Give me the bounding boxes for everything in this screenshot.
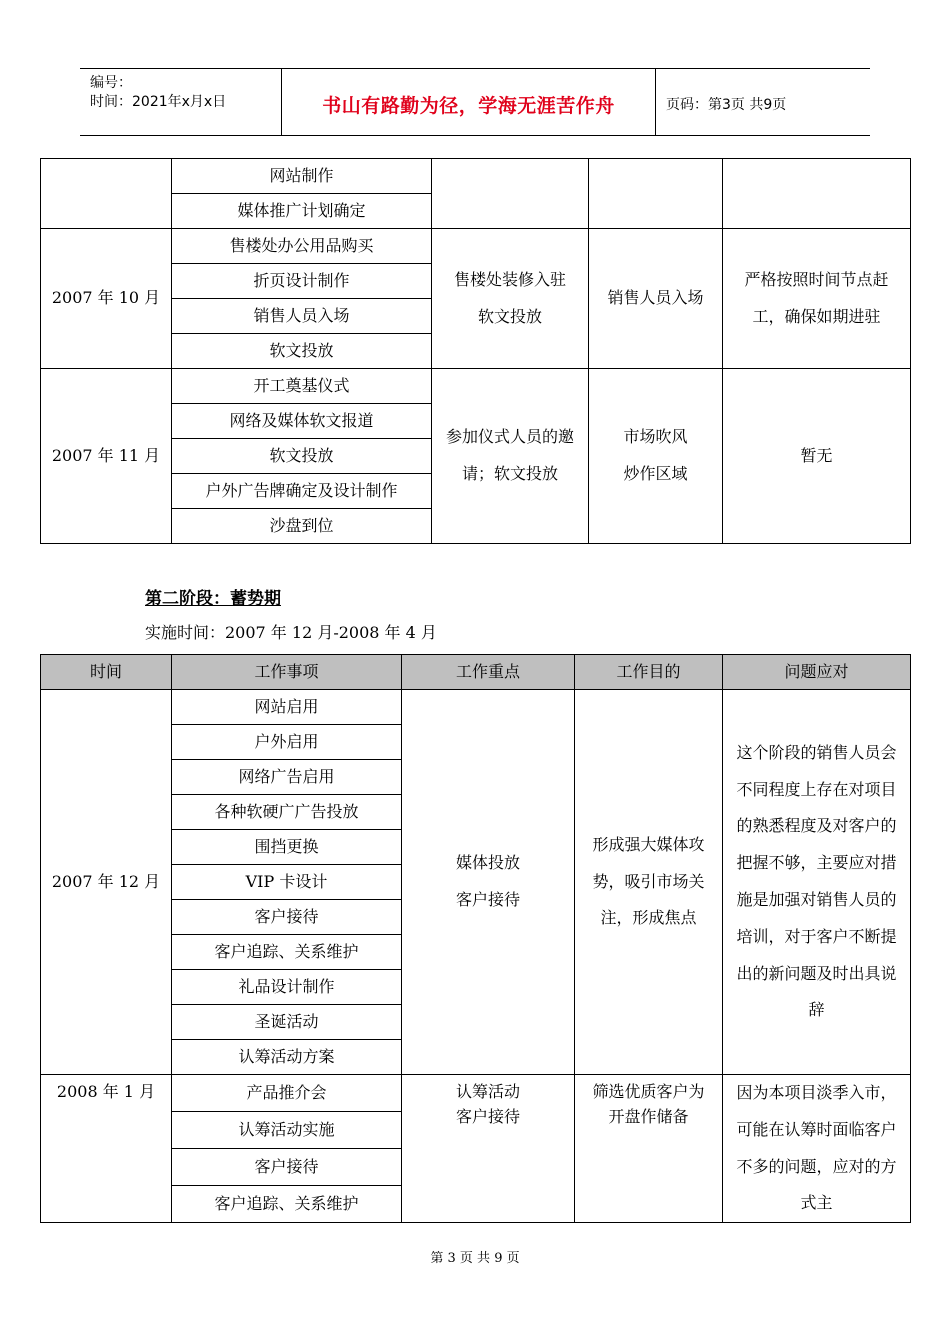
work-item: 礼品设计制作	[172, 970, 402, 1005]
header-page-number: 页码：第3页 共9页	[666, 97, 787, 113]
document-date: 时间：2021年x月x日	[90, 94, 227, 110]
work-item: 网站制作	[172, 159, 432, 194]
focus-cell	[432, 159, 589, 229]
work-item: 产品推介会	[172, 1075, 402, 1112]
table-header-row	[41, 655, 911, 690]
work-item: 圣诞活动	[172, 1005, 402, 1040]
table-row	[41, 1075, 911, 1112]
work-item: 软文投放	[172, 439, 432, 474]
column-header-response: 问题应对	[723, 655, 911, 690]
response-cell	[723, 159, 911, 229]
work-item: 户外启用	[172, 725, 402, 760]
time-cell: 2007 年 11 月	[41, 369, 172, 544]
time-cell: 2007 年 10 月	[41, 229, 172, 369]
work-item: 沙盘到位	[172, 509, 432, 544]
response-cell: 因为本项目淡季入市，可能在认筹时面临客户不多的问题，应对的方式主	[723, 1075, 911, 1223]
work-item: 售楼处办公用品购买	[172, 229, 432, 264]
work-item: 软文投放	[172, 334, 432, 369]
table-row	[41, 159, 911, 194]
table-row	[41, 369, 911, 404]
goal-cell	[589, 159, 723, 229]
work-item: 各种软硬广广告投放	[172, 795, 402, 830]
time-cell	[41, 159, 172, 229]
time-cell: 2007 年 12 月	[41, 690, 172, 1075]
focus-cell: 认筹活动 客户接待	[402, 1075, 575, 1223]
work-item: 开工奠基仪式	[172, 369, 432, 404]
work-item: 户外广告牌确定及设计制作	[172, 474, 432, 509]
column-header-goal: 工作目的	[575, 655, 723, 690]
work-item: 客户接待	[172, 900, 402, 935]
header-meta-cell	[80, 69, 282, 135]
column-header-focus: 工作重点	[402, 655, 575, 690]
response-cell: 严格按照时间节点赶工，确保如期进驻	[723, 229, 911, 369]
focus-cell: 参加仪式人员的邀请；软文投放	[432, 369, 589, 544]
work-item: 客户追踪、关系维护	[172, 935, 402, 970]
response-cell: 暂无	[723, 369, 911, 544]
work-item: 网络及媒体软文报道	[172, 404, 432, 439]
table-row	[41, 229, 911, 264]
header-motto: 书山有路勤为径，学海无涯苦作舟	[322, 95, 615, 117]
implementation-period: 实施时间：2007 年 12 月-2008 年 4 月	[145, 623, 437, 642]
time-cell: 2008 年 1 月	[41, 1075, 172, 1223]
response-cell: 这个阶段的销售人员会不同程度上存在对项目的熟悉程度及对客户的把握不够，主要应对措施是加强对销售人员的培训，对于客户不断提出的新问题及时出具说辞	[723, 690, 911, 1075]
table-row	[41, 690, 911, 725]
schedule-table-stage2	[40, 654, 911, 1223]
header-motto-cell	[282, 69, 656, 135]
goal-cell: 形成强大媒体攻势，吸引市场关注，形成焦点	[575, 690, 723, 1075]
work-item: 认筹活动实施	[172, 1112, 402, 1149]
goal-cell: 筛选优质客户为开盘作储备	[575, 1075, 723, 1223]
page-header	[80, 68, 870, 136]
work-item: 客户追踪、关系维护	[172, 1186, 402, 1223]
work-item: 销售人员入场	[172, 299, 432, 334]
work-item: 围挡更换	[172, 830, 402, 865]
work-item: 网站启用	[172, 690, 402, 725]
work-item: 客户接待	[172, 1149, 402, 1186]
work-item: 认筹活动方案	[172, 1040, 402, 1075]
column-header-time: 时间	[41, 655, 172, 690]
schedule-table-stage1	[40, 158, 911, 544]
work-item: 网络广告启用	[172, 760, 402, 795]
document-number-label: 编号：	[90, 75, 132, 91]
goal-cell: 市场吹风 炒作区域	[589, 369, 723, 544]
work-item: 折页设计制作	[172, 264, 432, 299]
focus-cell: 媒体投放 客户接待	[402, 690, 575, 1075]
header-page-cell	[656, 69, 870, 135]
stage-title: 第二阶段：蓄势期	[145, 589, 281, 609]
goal-cell: 销售人员入场	[589, 229, 723, 369]
page-footer: 第 3 页 共 9 页	[430, 1251, 520, 1266]
focus-cell: 售楼处装修入驻 软文投放	[432, 229, 589, 369]
work-item: 媒体推广计划确定	[172, 194, 432, 229]
column-header-items: 工作事项	[172, 655, 402, 690]
work-item: VIP 卡设计	[172, 865, 402, 900]
